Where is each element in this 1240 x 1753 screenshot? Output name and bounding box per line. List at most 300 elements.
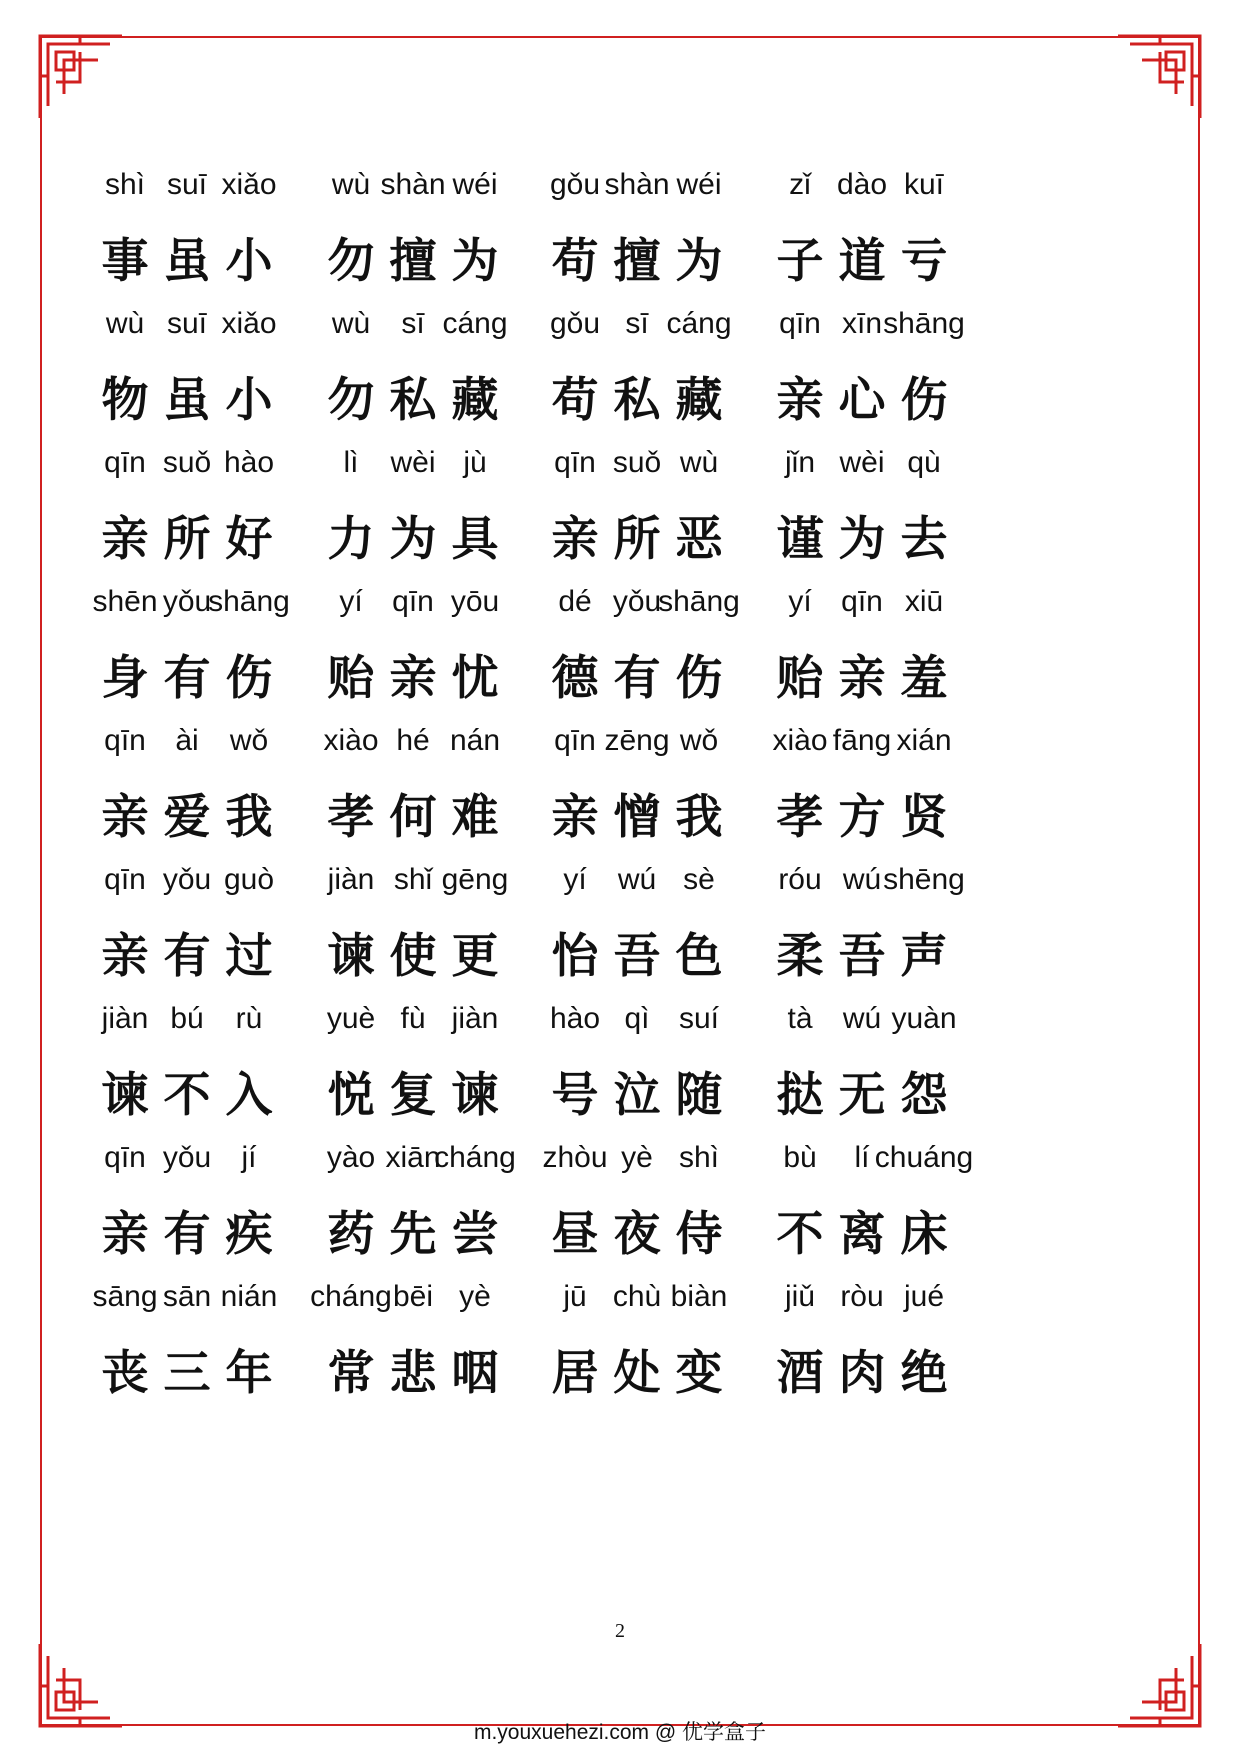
verse-group [551,585,797,709]
hanzi-character: 为 [451,234,499,289]
hanzi-character: 不 [776,1207,824,1262]
pinyin-row [333,307,573,347]
pinyin-syllable: wù [331,307,371,340]
pinyin-row [557,585,797,625]
pinyin-syllable: wèi [390,446,436,479]
pinyin-syllable: qīn [104,1141,146,1174]
verse-group [549,168,797,292]
hanzi-row [327,371,573,431]
hanzi-character: 离 [838,1207,886,1262]
hanzi-character: 谏 [327,929,375,984]
hanzi-character: 苟 [551,234,599,289]
pinyin-row [782,585,1022,625]
pinyin-syllable: shì [678,1141,720,1174]
pinyin-syllable: fāng [832,724,892,757]
pinyin-row [104,168,347,208]
pinyin-syllable: suí [678,1002,720,1035]
pinyin-syllable: yōu [450,585,500,618]
pinyin-syllable: qīn [104,446,146,479]
pinyin-syllable: zǐ [789,168,811,201]
hanzi-character: 孝 [776,790,824,845]
pinyin-syllable: wǒ [679,724,719,757]
hanzi-row [327,510,573,570]
pinyin-syllable: ài [175,724,199,757]
hanzi-row [101,371,347,431]
pinyin-row [107,307,347,347]
pinyin-row [333,585,573,625]
pinyin-syllable: wú [617,863,657,896]
pinyin-syllable: shì [104,168,146,201]
pinyin-row [323,724,573,764]
hanzi-character: 有 [163,651,211,706]
pinyin-syllable: gēng [441,863,509,896]
hanzi-character: 色 [675,929,723,984]
hanzi-row [327,232,573,292]
pinyin-syllable: shēn [92,585,158,618]
pinyin-row [326,1141,573,1181]
hanzi-character: 亲 [551,512,599,567]
pinyin-syllable: dé [558,585,592,618]
pinyin-syllable: wù [105,307,145,340]
verse-group [92,585,347,709]
hanzi-character: 为 [389,512,437,567]
hanzi-character: 物 [101,373,149,428]
verse-group [101,307,347,431]
verse-group [101,863,347,987]
pinyin-row [782,446,1022,486]
hanzi-character: 力 [327,512,375,567]
hanzi-row [551,927,797,987]
hanzi-character: 悲 [389,1346,437,1401]
pinyin-row [782,1141,1022,1181]
verse-group [776,446,1022,570]
verse-group [551,1280,797,1404]
hanzi-character: 挞 [776,1068,824,1123]
pinyin-row [104,863,347,903]
pinyin-syllable: bù [783,1141,817,1174]
pinyin-row [549,1002,797,1042]
verse-group [776,168,1022,292]
hanzi-row [551,1066,797,1126]
hanzi-character: 绝 [900,1346,948,1401]
hanzi-character: 夜 [613,1207,661,1262]
hanzi-character: 居 [551,1346,599,1401]
hanzi-character: 心 [838,373,886,428]
hanzi-row [101,1205,347,1265]
hanzi-character: 声 [900,929,948,984]
pinyin-syllable: fù [400,1002,426,1035]
hanzi-character: 有 [613,651,661,706]
pinyin-row [327,863,573,903]
hanzi-character: 变 [675,1346,723,1401]
pinyin-syllable: suǒ [162,446,212,479]
pinyin-syllable: xiǎo [221,168,277,201]
hanzi-character: 藏 [451,373,499,428]
hanzi-character: 亲 [101,512,149,567]
hanzi-row [776,649,1022,709]
hanzi-row [551,1205,797,1265]
verse-group [327,307,573,431]
pinyin-syllable: wǒ [229,724,269,757]
pinyin-row [782,1002,1022,1042]
hanzi-character: 号 [551,1068,599,1123]
hanzi-character: 擅 [389,234,437,289]
pinyin-syllable: xiū [904,585,944,618]
pinyin-syllable: yè [459,1280,491,1313]
hanzi-character: 私 [613,373,661,428]
pinyin-syllable: yǒu [612,585,662,618]
pinyin-syllable: sī [401,307,425,340]
pinyin-syllable: wù [679,446,719,479]
pinyin-syllable: yǒu [162,1141,212,1174]
pinyin-row [782,1280,1022,1320]
hanzi-character: 擅 [613,234,661,289]
pinyin-row [549,307,797,347]
hanzi-row [327,927,573,987]
pinyin-syllable: qīn [779,307,821,340]
hanzi-character: 为 [838,512,886,567]
hanzi-character: 何 [389,790,437,845]
hanzi-character: 吾 [613,929,661,984]
verse-group [327,863,573,987]
pinyin-row [557,863,797,903]
hanzi-character: 尝 [451,1207,499,1262]
pinyin-syllable: wú [842,863,882,896]
pinyin-row [782,168,1022,208]
hanzi-character: 肉 [838,1346,886,1401]
hanzi-character: 丧 [101,1346,149,1401]
pinyin-syllable: jiàn [101,1002,149,1035]
hanzi-character: 勿 [327,234,375,289]
hanzi-character: 藏 [675,373,723,428]
pinyin-syllable: xīn [841,307,883,340]
pinyin-syllable: qù [907,446,941,479]
pinyin-syllable: qīn [841,585,883,618]
verse-group [310,1280,573,1404]
pinyin-syllable: shǐ [393,863,433,896]
verse-group [776,1280,1022,1404]
pinyin-syllable: ròu [840,1280,884,1313]
pinyin-syllable: chuáng [874,1141,974,1174]
verse-group [551,446,797,570]
page-number: 2 [615,1620,625,1642]
pinyin-syllable: shāng [883,307,965,340]
hanzi-character: 有 [163,929,211,984]
pinyin-syllable: zēng [604,724,670,757]
verse-group [772,724,1022,848]
pinyin-syllable: shàn [604,168,670,201]
pinyin-syllable: hào [223,446,275,479]
pinyin-row [542,1141,797,1181]
hanzi-row [551,649,797,709]
verse-group [323,724,573,848]
pinyin-syllable: zhòu [542,1141,608,1174]
hanzi-character: 虽 [163,373,211,428]
pinyin-syllable: gǒu [549,168,601,201]
pinyin-row [333,446,573,486]
hanzi-row [776,371,1022,431]
verse-group [326,1141,573,1265]
pinyin-syllable: yào [326,1141,376,1174]
hanzi-character: 亲 [389,651,437,706]
hanzi-character: 谏 [451,1068,499,1123]
pinyin-syllable: gǒu [549,307,601,340]
hanzi-character: 过 [225,929,273,984]
hanzi-character: 难 [451,790,499,845]
pinyin-row [554,724,797,764]
hanzi-character: 苟 [551,373,599,428]
verse-group [776,585,1022,709]
hanzi-character: 伤 [225,651,273,706]
verse-group [542,1141,797,1265]
hanzi-character: 伤 [675,651,723,706]
hanzi-character: 孝 [327,790,375,845]
hanzi-row [101,232,347,292]
verse-group [776,863,1022,987]
hanzi-character: 贻 [327,651,375,706]
pinyin-syllable: qīn [104,724,146,757]
hanzi-character: 去 [900,512,948,567]
verse-group [327,168,573,292]
verse-group [327,446,573,570]
pinyin-syllable: xiān [385,1141,441,1174]
hanzi-character: 疾 [225,1207,273,1262]
pinyin-syllable: jū [563,1280,587,1313]
pinyin-syllable: qīn [554,724,596,757]
pinyin-syllable: shēng [883,863,965,896]
hanzi-row [776,927,1022,987]
pinyin-syllable: tà [787,1002,813,1035]
hanzi-character: 我 [675,790,723,845]
hanzi-character: 所 [613,512,661,567]
pinyin-syllable: suī [166,168,208,201]
pinyin-syllable: jiàn [451,1002,499,1035]
hanzi-row [327,1344,573,1404]
hanzi-character: 入 [225,1068,273,1123]
verse-group [776,1002,1022,1126]
pinyin-syllable: xián [896,724,952,757]
pinyin-syllable: yè [621,1141,653,1174]
pinyin-syllable: qīn [392,585,434,618]
hanzi-character: 为 [675,234,723,289]
pinyin-syllable: biàn [670,1280,728,1313]
hanzi-character: 道 [838,234,886,289]
hanzi-row [101,1344,347,1404]
pinyin-syllable: suǒ [612,446,662,479]
pinyin-syllable: jù [463,446,487,479]
pinyin-syllable: róu [778,863,822,896]
hanzi-character: 不 [163,1068,211,1123]
hanzi-character: 更 [451,929,499,984]
hanzi-row [776,1344,1022,1404]
hanzi-character: 年 [225,1346,273,1401]
pinyin-syllable: yí [339,585,363,618]
hanzi-character: 羞 [900,651,948,706]
hanzi-character: 亲 [101,929,149,984]
hanzi-row [101,1066,347,1126]
pinyin-syllable: shàn [380,168,446,201]
pinyin-syllable: suī [166,307,208,340]
hanzi-row [101,649,347,709]
pinyin-syllable: cáng [442,307,508,340]
pinyin-row [104,724,347,764]
pinyin-syllable: kuī [903,168,945,201]
pinyin-syllable: qì [624,1002,650,1035]
hanzi-row [327,1205,573,1265]
pinyin-row [104,446,347,486]
hanzi-character: 怡 [551,929,599,984]
pinyin-syllable: nán [449,724,501,757]
hanzi-character: 昼 [551,1207,599,1262]
pinyin-syllable: shāng [208,585,290,618]
hanzi-character: 亲 [776,373,824,428]
hanzi-row [776,232,1022,292]
hanzi-row [551,788,797,848]
hanzi-row [551,232,797,292]
verse-group [776,1141,1022,1265]
hanzi-character: 恶 [675,512,723,567]
hanzi-character: 酒 [776,1346,824,1401]
verse-group [776,307,1022,431]
verse-group [101,1141,347,1265]
hanzi-row [327,788,573,848]
pinyin-syllable: lí [854,1141,870,1174]
pinyin-syllable: sāng [92,1280,158,1313]
pinyin-syllable: sān [162,1280,212,1313]
hanzi-character: 子 [776,234,824,289]
pinyin-row [92,585,347,625]
pinyin-row [557,1280,797,1320]
verse-group [326,1002,573,1126]
hanzi-character: 憎 [613,790,661,845]
pinyin-syllable: bēi [392,1280,434,1313]
pinyin-syllable: guò [223,863,275,896]
hanzi-character: 无 [838,1068,886,1123]
pinyin-syllable: jiǔ [784,1280,816,1313]
pinyin-row [772,724,1022,764]
pinyin-syllable: wéi [452,168,498,201]
hanzi-row [101,927,347,987]
hanzi-character: 私 [389,373,437,428]
hanzi-character: 方 [838,790,886,845]
hanzi-character: 亲 [101,1207,149,1262]
hanzi-character: 小 [225,234,273,289]
hanzi-character: 复 [389,1068,437,1123]
pinyin-syllable: sè [683,863,715,896]
pinyin-syllable: dào [836,168,888,201]
pinyin-syllable: xiǎo [221,307,277,340]
pinyin-row [310,1280,573,1320]
pinyin-syllable: sī [625,307,649,340]
hanzi-character: 好 [225,512,273,567]
verse-group [549,307,797,431]
pinyin-syllable: yí [563,863,587,896]
hanzi-row [776,1205,1022,1265]
hanzi-character: 随 [675,1068,723,1123]
hanzi-character: 床 [900,1207,948,1262]
verse-group [101,1002,347,1126]
verse-group [551,724,797,848]
hanzi-character: 悦 [327,1068,375,1123]
pinyin-syllable: xiào [323,724,379,757]
pinyin-syllable: yǒu [162,585,212,618]
pinyin-syllable: cháng [434,1141,516,1174]
hanzi-character: 怨 [900,1068,948,1123]
pinyin-syllable: cáng [666,307,732,340]
hanzi-row [551,510,797,570]
pinyin-row [549,168,797,208]
pinyin-syllable: bú [170,1002,204,1035]
pinyin-syllable: hé [396,724,430,757]
pinyin-syllable: wú [842,1002,882,1035]
hanzi-character: 所 [163,512,211,567]
hanzi-character: 常 [327,1346,375,1401]
verse-group [101,168,347,292]
hanzi-character: 谨 [776,512,824,567]
hanzi-character: 贻 [776,651,824,706]
pinyin-syllable: chù [612,1280,662,1313]
hanzi-character: 泣 [613,1068,661,1123]
hanzi-character: 身 [101,651,149,706]
hanzi-row [327,649,573,709]
pinyin-row [554,446,797,486]
pinyin-syllable: hào [549,1002,601,1035]
hanzi-character: 吾 [838,929,886,984]
pinyin-syllable: wéi [676,168,722,201]
hanzi-character: 三 [163,1346,211,1401]
pinyin-syllable: jí [241,1141,257,1174]
pinyin-syllable: nián [220,1280,278,1313]
hanzi-row [551,1344,797,1404]
hanzi-character: 具 [451,512,499,567]
hanzi-row [551,371,797,431]
pinyin-syllable: yuàn [891,1002,957,1035]
verse-group [101,446,347,570]
hanzi-character: 小 [225,373,273,428]
hanzi-character: 药 [327,1207,375,1262]
hanzi-character: 亏 [900,234,948,289]
verse-group [327,585,573,709]
pinyin-row [104,1141,347,1181]
hanzi-character: 亲 [101,790,149,845]
hanzi-character: 事 [101,234,149,289]
hanzi-character: 德 [551,651,599,706]
hanzi-character: 虽 [163,234,211,289]
hanzi-character: 贤 [900,790,948,845]
hanzi-character: 亲 [551,790,599,845]
pinyin-row [778,863,1022,903]
hanzi-character: 侍 [675,1207,723,1262]
pinyin-syllable: xiào [772,724,828,757]
hanzi-character: 先 [389,1207,437,1262]
pinyin-syllable: rù [235,1002,263,1035]
hanzi-character: 谏 [101,1068,149,1123]
pinyin-syllable: lì [343,446,359,479]
hanzi-character: 咽 [451,1346,499,1401]
pinyin-syllable: yǒu [162,863,212,896]
pinyin-syllable: qīn [104,863,146,896]
hanzi-character: 伤 [900,373,948,428]
verse-group [551,863,797,987]
hanzi-character: 亲 [838,651,886,706]
hanzi-character: 爱 [163,790,211,845]
hanzi-character: 使 [389,929,437,984]
hanzi-character: 处 [613,1346,661,1401]
pinyin-syllable: qīn [554,446,596,479]
pinyin-syllable: wèi [839,446,885,479]
verse-group [549,1002,797,1126]
hanzi-character: 勿 [327,373,375,428]
